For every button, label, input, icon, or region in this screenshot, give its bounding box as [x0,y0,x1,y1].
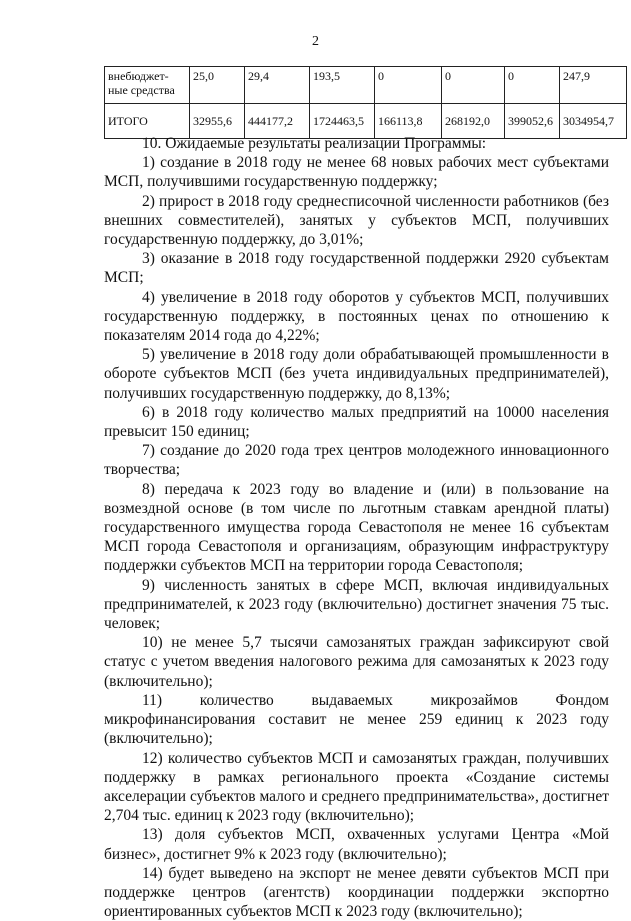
list-item: 10) не менее 5,7 тысячи самозанятых граждан зафиксируют свой статус с учетом введения налогового режима для самозанятых к 2023 году (включительно); [104,634,609,690]
list-item: 3) оказание в 2018 году государственной поддержки 2920 субъектам МСП; [104,250,609,287]
table-cell-label: ИТОГО [105,104,190,139]
table-cell: 25,0 [190,67,245,104]
table-cell: 399052,6 [505,104,560,139]
document-body [104,134,609,921]
table-row [105,67,627,104]
table-cell: 193,5 [310,67,375,104]
table-cell: 268192,0 [442,104,505,139]
list-item: 9) численность занятых в сфере МСП, включая индивидуальных предпринимателей, к 2023 году (включительно) достигнет значения 75 тыс. человек; [104,576,609,633]
list-item: 13) доля субъектов МСП, охваченных услугами Центра «Мой бизнес», достигнет 9% к 2023 году (включительно); [104,826,609,863]
list-item: 4) увеличение в 2018 году оборотов у субъектов МСП, получивших государственную поддержку, в постоянных ценах по отношению к показателям 2014 года до 4,22%; [104,288,609,345]
list-item: 8) передача к 2023 году во владение и (или) в пользование на возмездной основе (в том числе по льготным ставкам арендной платы) государственного имущества города Севастополя не менее 16 субъектам МСП города Севастополя и организациям, образующим инфраструктуру поддержки субъектов МСП на территории города Севастополя; [104,480,609,575]
list-item: 1) создание в 2018 году не менее 68 новых рабочих мест субъектами МСП, получившими государственную поддержку; [104,154,609,191]
page-number: 2 [312,34,319,49]
list-item: 12) количество субъектов МСП и самозанятых граждан, получивших поддержку в рамках регионального проекта «Создание системы акселерации субъектов малого и среднего предпринимательства», достигнет 2,704 тыс. единиц к 2023 году (включительно); [104,749,609,825]
list-item: 7) создание до 2020 года трех центров молодежного инновационного творчества; [104,442,609,479]
table-cell: 0 [375,67,442,104]
table-cell: 247,9 [560,67,627,104]
table-cell-label: внебюджет-ные средства [105,67,190,104]
table-cell: 166113,8 [375,104,442,139]
section-heading: 10. Ожидаемые результаты реализации Программы: [142,135,487,152]
table-cell: 0 [505,67,560,104]
table-cell: 32955,6 [190,104,245,139]
table-cell: 444177,2 [245,104,310,139]
list-item: 11) количество выдаваемых микрозаймов Фондом микрофинансирования составит не менее 259 единиц к 2023 году (включительно); [104,691,609,748]
table-cell: 3034954,7 [560,104,627,139]
table-cell: 0 [442,67,505,104]
list-item: 2) прирост в 2018 году среднесписочной численности работников (без внешних совместителей), занятых у субъектов МСП, получивших государственную поддержку, до 3,01%; [104,192,609,249]
financing-table [104,66,627,139]
table-cell: 29,4 [245,67,310,104]
list-item: 14) будет выведено на экспорт не менее девяти субъектов МСП при поддержке центров (агентств) координации поддержки экспортно ориентированных субъектов МСП к 2023 году (включительно); [104,864,609,921]
list-item: 5) увеличение в 2018 году доли обрабатывающей промышленности в обороте субъектов МСП (без учета индивидуальных предпринимателей), получивших государственную поддержку, до 8,13%; [104,346,609,402]
table-cell: 1724463,5 [310,104,375,139]
list-item: 6) в 2018 году количество малых предприятий на 10000 населения превысит 150 единиц; [104,403,609,441]
